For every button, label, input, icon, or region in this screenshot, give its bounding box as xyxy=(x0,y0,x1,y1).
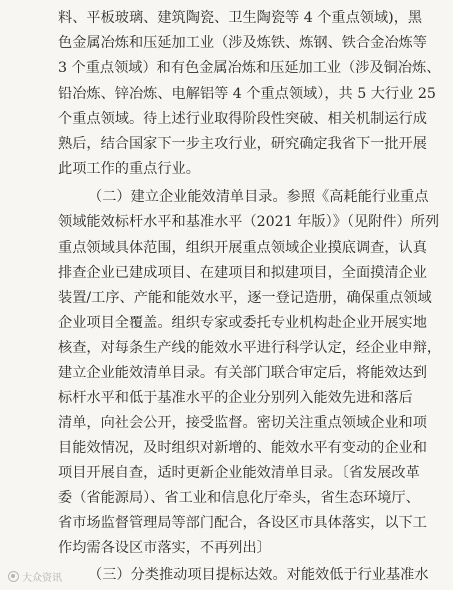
text-line: 此项工作的重点行业。 xyxy=(58,161,200,177)
section-heading-line: （二）建立企业能效清单目录。参照《高耗能行业重点 xyxy=(88,189,429,205)
watermark-logo-icon xyxy=(8,571,19,582)
text-line: 项目开展自查，适时更新企业能效清单目录。〔省发展改革 xyxy=(58,465,420,481)
text-line: 3 个重点领域）和有色金属冶炼和压延加工业（涉及铜冶炼、 xyxy=(58,60,441,76)
text-line: 个重点领域。待上述行业取得阶段性突破、相关机制运行成 xyxy=(58,111,427,127)
text-line: 料、平板玻璃、建筑陶瓷、卫生陶瓷等 4 个重点领域)，黑 xyxy=(58,10,423,26)
text-line: 色金属冶炼和压延加工业（涉及炼铁、炼钢、铁合金冶炼等 xyxy=(58,35,427,51)
text-line: 委（省能源局）、省工业和信息化厅牵头，省生态环境厅、 xyxy=(58,490,420,506)
text-line: 建立企业能效清单目录。有关部门联合审定后，将能效达到 xyxy=(58,365,427,381)
text-line: 清单，向社会公开，接受监督。密切关注重点领域企业和项 xyxy=(58,415,427,431)
text-line: 领域能效标杆水平和基准水平（2021 年版）》（见附件）所列 xyxy=(58,214,440,230)
text-line: 装置/工序、产能和能效水平，逐一登记造册，确保重点领域 xyxy=(58,290,432,306)
text-line: 铅冶炼、锌冶炼、电解铝等 4 个重点领域），共 5 大行业 25 xyxy=(58,86,436,102)
text-line: 重点领域具体范围，组织开展重点领域企业摸底调查，认真 xyxy=(58,240,427,256)
watermark-text: 大众资讯 xyxy=(22,572,62,584)
text-line: 作均需各设区市落实，不再列出〕 xyxy=(58,540,271,556)
watermark xyxy=(8,568,62,584)
text-line: 标杆水平和低于基准水平的企业分别列入能效先进和落后 xyxy=(58,390,413,406)
section-heading-line: （三）分类推动项目提标达效。对能效低于行业基准水 xyxy=(88,567,429,583)
text-line: 排查企业已建成项目、在建项目和拟建项目，全面摸清企业 xyxy=(58,265,427,281)
text-line: 企业项目全覆盖。组织专家或委托专业机构赴企业开展实地 xyxy=(58,315,427,331)
text-line: 省市场监督管理局等部门配合，各设区市具体落实，以下工 xyxy=(58,515,427,531)
text-line: 目能效情况，及时组织对新增的、能效水平有变动的企业和 xyxy=(58,440,427,456)
text-line: 核查，对每条生产线的能效水平进行科学认定，经企业申辩， xyxy=(58,340,442,356)
text-line: 熟后，结合国家下一步主攻行业，研究确定我省下一批开展 xyxy=(58,136,427,152)
